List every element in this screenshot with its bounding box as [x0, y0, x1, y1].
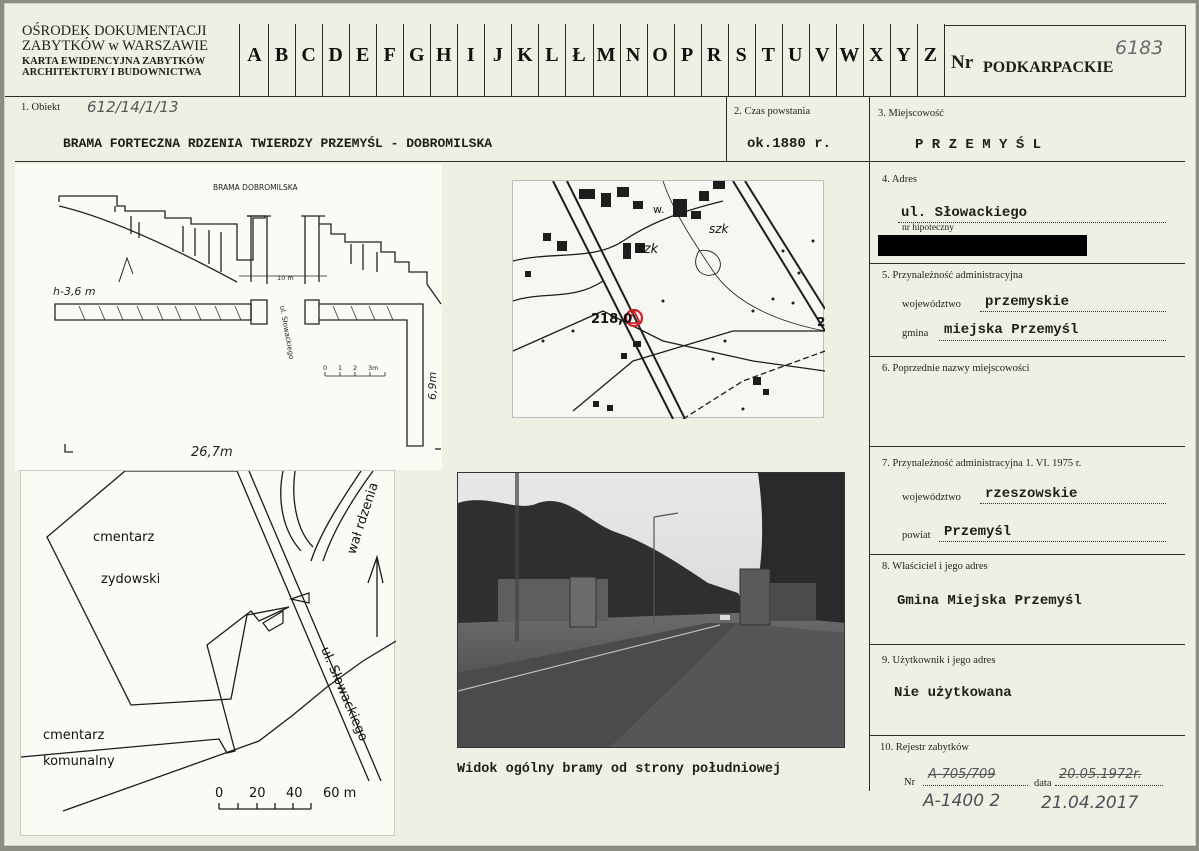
admin-1975-label: 7. Przynależność administracyjna 1. VI. 1975 r. [882, 458, 1082, 469]
hipoteczny-label: nr hipoteczny [902, 223, 954, 233]
index-letter: B [274, 44, 289, 66]
gmina-value: miejska Przemyśl [944, 322, 1079, 338]
powiat-label: powiat [902, 530, 931, 541]
index-letter: R [706, 44, 722, 66]
drawing-scale-tick-2: 2 [353, 364, 358, 372]
index-letter: P [681, 44, 694, 66]
rejestr-data-label: data [1034, 778, 1052, 789]
index-letter: X [869, 44, 884, 66]
admin-label: 5. Przynależność administracyjna [882, 270, 1023, 281]
czas-label: 2. Czas powstania [734, 106, 811, 117]
index-letter: C [301, 44, 316, 66]
rejestr-new-nr: A-1400 2 [923, 791, 1001, 811]
index-letter: G [408, 44, 425, 66]
index-letter: T [761, 44, 775, 66]
wojewodztwo-label: województwo [902, 299, 961, 310]
map-elevation: 218,0 [591, 312, 633, 327]
rejestr-nr-value: A-705/709 [928, 767, 996, 782]
index-letter: J [492, 44, 503, 66]
gmina-label: gmina [902, 328, 929, 339]
powiat-value: Przemyśl [944, 524, 1012, 540]
czas-value: ok.1880 r. [747, 136, 832, 152]
card-type-line2: ARCHITEKTURY I BUDOWNICTWA [22, 67, 202, 78]
index-letter: M [596, 44, 616, 66]
gate-photo [457, 472, 845, 748]
index-letter: L [545, 44, 559, 66]
nr-label: Nr [951, 52, 974, 73]
cemetery-jewish-line2: zydowski [101, 572, 161, 587]
adres-label: 4. Adres [882, 174, 917, 185]
drawing-scale [323, 364, 378, 372]
obiekt-code: 612/14/1/13 [87, 98, 179, 116]
miejscowosc-label: 3. Miejscowość [878, 108, 944, 119]
index-letter: I [466, 44, 475, 66]
poprzednie-nazwy-label: 6. Poprzednie nazwy miejscowości [882, 363, 1030, 374]
index-letter-divider [944, 24, 945, 97]
site-scale-tick-1: 20 [249, 786, 266, 801]
index-letter: U [788, 44, 803, 66]
index-letter: K [517, 44, 533, 66]
redaction-bar [878, 235, 1087, 256]
index-letter: O [652, 44, 668, 66]
index-letter: F [383, 44, 396, 66]
site-street-label: ul. Słowackiego [317, 644, 371, 744]
depth-label: 6,9m [426, 371, 439, 400]
uzytkownik-value: Nie użytkowana [894, 685, 1012, 701]
obiekt-label: 1. Obiekt [21, 102, 61, 113]
drawing-scale-tick-1: 1 [338, 364, 343, 372]
index-letter: E [355, 44, 370, 66]
card-type-line1: KARTA EWIDENCYJNA ZABYTKÓW [22, 56, 206, 67]
wojewodztwo-1975-value: rzeszowskie [985, 486, 1078, 502]
map-edge-number: 2 [817, 315, 825, 329]
rejestr-nr-label: Nr [904, 777, 916, 788]
rejestr-new-date: 21.04.2017 [1041, 793, 1139, 813]
rampart-label: wał rdzenia [344, 480, 382, 557]
map-label-szk-2: szk [709, 222, 729, 236]
height-label: h-3,6 m [53, 285, 96, 298]
cemetery-municipal-line2: komunalny [43, 754, 115, 769]
wojewodztwo-value: przemyskie [985, 294, 1070, 310]
nr-value: PODKARPACKIE [983, 59, 1114, 76]
uzytkownik-label: 9. Użytkownik i jego adres [882, 655, 996, 666]
institution-header [22, 24, 242, 78]
index-letter: A [247, 44, 262, 66]
drawing-scale-tick-0: 0 [323, 364, 328, 372]
map-label-szk-1: szk [637, 242, 659, 257]
miejscowosc-value: P R Z E M Y Ś L [915, 137, 1042, 153]
rejestr-label: 10. Rejestr zabytków [880, 742, 969, 753]
index-letter: W [839, 44, 860, 66]
rejestr-data-value: 20.05.1972r. [1059, 767, 1142, 782]
index-letter: S [735, 44, 747, 66]
index-letter: V [815, 44, 830, 66]
index-letter: Y [896, 44, 911, 66]
adres-value: ul. Słowackiego [901, 205, 1028, 221]
org-name-line1: OŚRODEK DOKUMENTACJI [22, 23, 207, 39]
site-scale-tick-3: 60 m [323, 786, 357, 801]
site-plan [20, 470, 395, 836]
map-label-w: w. [653, 203, 665, 216]
wojewodztwo-1975-label: województwo [902, 492, 961, 503]
topographic-map [512, 180, 824, 418]
gate-drawing [15, 164, 442, 470]
cemetery-municipal-line1: cmentarz [43, 728, 105, 743]
drawing-scale-tick-3: 3m [368, 364, 379, 372]
wlasciciel-value: Gmina Miejska Przemyśl [897, 593, 1082, 609]
index-letter: D [328, 44, 343, 66]
obiekt-value: BRAMA FORTECZNA RDZENIA TWIERDZY PRZEMYŚL - DOBROMILSKA [63, 136, 493, 151]
index-letter: H [436, 44, 452, 66]
org-name-line2: ZABYTKÓW w WARSZAWIE [22, 38, 208, 54]
index-letter: Z [923, 44, 938, 66]
cemetery-jewish-line1: cmentarz [93, 530, 155, 545]
site-scale-tick-0: 0 [215, 786, 224, 801]
index-letter: Ł [572, 44, 586, 66]
drawing-street-label: ul. Słowackiego [278, 304, 296, 360]
index-letter: N [625, 44, 641, 66]
wlasciciel-label: 8. Właściciel i jego adres [882, 561, 988, 572]
site-scale-tick-2: 40 [286, 786, 303, 801]
gap-label: 10 m [277, 274, 294, 282]
photo-caption: Widok ogólny bramy od strony południowej [457, 762, 782, 777]
drawing-title: BRAMA DOBROMILSKA [213, 183, 298, 192]
width-label: 26,7m [191, 445, 233, 460]
nr-handwritten: 6183 [1115, 37, 1164, 59]
record-card [4, 3, 1196, 846]
